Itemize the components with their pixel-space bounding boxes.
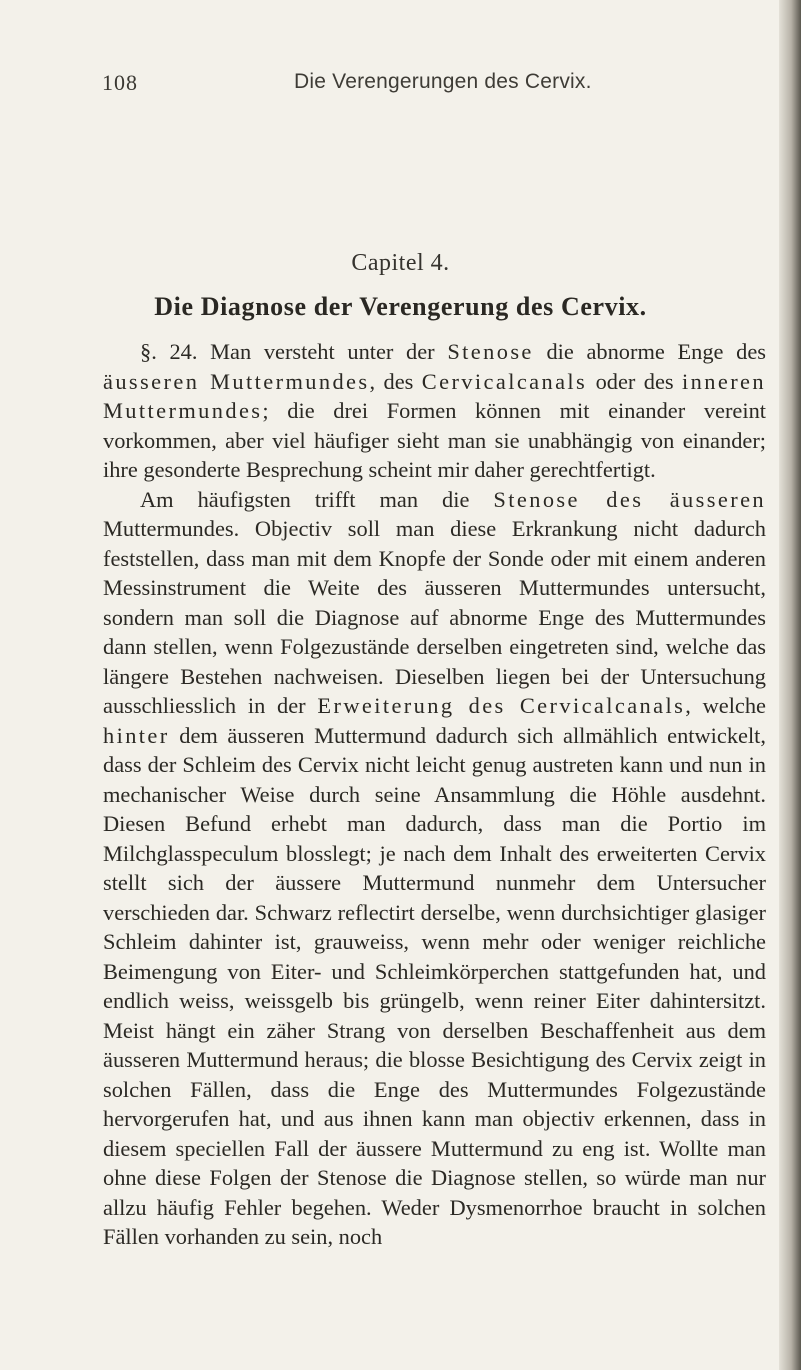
emphasized-term: inneren Muttermundes	[103, 368, 766, 423]
text-segment: dem äusseren Muttermund dadurch sich allmählich entwickelt, dass der Schleim des Cervix nicht leicht genug austreten kann und nun in mechanischer Weise durch seine Ansammlung die Höhle ausdehnt. Diesen Befund erhebt man dadurch, dass man die Portio im Milchglasspeculum blosslegt; je nach dem Inhalt des erweiterten Cervix stellt sich der äussere Muttermund nunmehr dem Untersucher verschieden dar. Schwarz reflectirt derselbe, wenn durchsichtiger glasiger Schleim dahinter ist, grauweiss, wenn mehr oder weniger reichliche Beimengung von Eiter- und Schleimkörperchen stattgefunden hat, und endlich weiss, weissgelb bis grüngelb, wenn reiner Eiter dahintersitzt. Meist hängt ein zäher Strang von derselben Beschaffenheit aus dem äusseren Muttermund heraus; die blosse Besichtigung des Cervix zeigt in solchen Fällen, dass die Enge des Muttermundes Folgezustände hervorgerufen hat, und aus ihnen kann man objectiv erkennen, dass in diesem speciellen Fall der äussere Muttermund zu eng ist. Wollte man ohne diese Folgen der Stenose die Diagnose stellen, so würde man nur allzu häufig Fehler begehen. Weder Dysmenorrhoe braucht in solchen Fällen vorhanden zu sein, noch	[103, 722, 766, 1249]
text-segment: §. 24. Man versteht unter der	[140, 339, 448, 364]
text-segment: ; die drei Formen können mit einander vereint vorkommen, aber viel häufiger sieht man sie unabhängig von einander; ihre gesonderte Besprechung scheint mir daher gerechtfertigt.	[103, 398, 766, 482]
emphasized-term: Stenose	[447, 339, 534, 364]
page-binding-edge	[779, 0, 801, 1370]
text-segment: Am häufigsten trifft man die	[140, 486, 494, 512]
text-segment: Muttermundes. Objectiv soll man diese Erkrankung nicht dadurch feststellen, dass man mit dem Knopfe der Sonde oder mit einem anderen Messinstrument die Weite des äusseren Muttermundes untersucht, sondern man soll die Diagnose auf abnorme Enge des Muttermundes dann stellen, wenn Folgezustände derselben eingetreten sind, welche das längere Bestehen nachweisen. Dieselben liegen bei der Untersuchung ausschliesslich in der	[103, 516, 766, 718]
running-head: Die Verengerungen des Cervix.	[294, 70, 592, 93]
emphasized-term: äusseren Muttermundes	[103, 368, 370, 394]
text-segment: die abnorme Enge des	[533, 339, 766, 364]
paragraph	[103, 337, 766, 485]
text-segment: , des	[369, 368, 422, 394]
emphasized-term: Erweiterung des Cervicalcanals	[317, 693, 686, 718]
emphasized-term: hinter	[103, 722, 170, 748]
text-segment: , welche	[685, 693, 766, 718]
text-segment: oder des	[587, 368, 683, 394]
body-text	[103, 337, 766, 1252]
paragraph	[103, 485, 766, 1252]
emphasized-term: Stenose des äusseren	[493, 486, 766, 512]
chapter-title: Die Diagnose der Verengerung des Cervix.	[154, 292, 647, 321]
page-header	[102, 70, 742, 104]
chapter-label: Capitel 4.	[351, 250, 450, 276]
emphasized-term: Cervicalcanals	[421, 368, 588, 394]
page-number: 108	[102, 70, 138, 95]
